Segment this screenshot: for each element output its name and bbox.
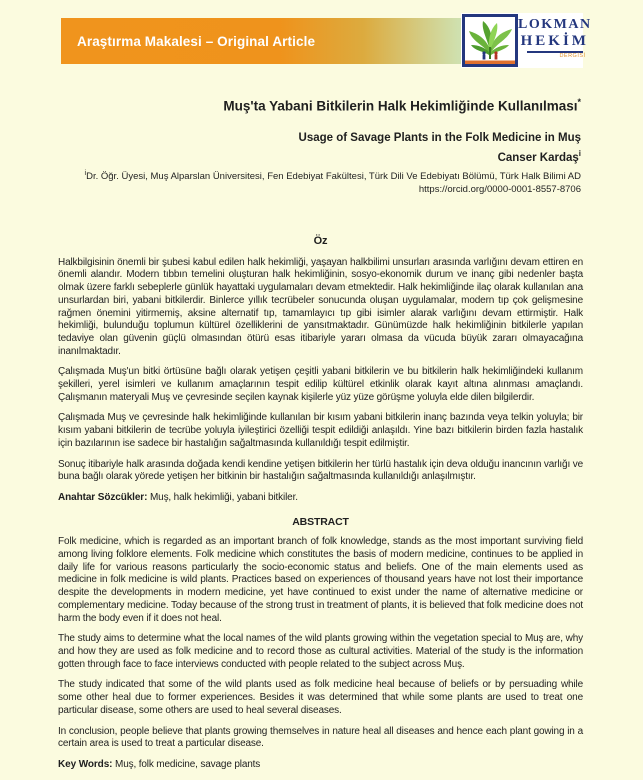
article-title-en: Usage of Savage Plants in the Folk Medicine in Muş [298,131,581,144]
abstract-paragraph: In conclusion, people believe that plants growing themselves in nature heal all diseases and hence each plant gowing in a certain area is used to treat a particular disease. [58,725,583,750]
article-type-label: Araştırma Makalesi – Original Article [77,33,316,49]
journal-name-sub: DERGİSİ [559,53,586,59]
affiliation-footnote-marker: i [84,169,87,177]
abstract-paragraph: The study aims to determine what the local names of the wild plants growing within the vegetation special to Muş are, why and how they are used as folk medicine and to record those as cultural activities. Material of the study is the information gotten through face to face interviews conducted with people related to the subject across Muş. [58,633,583,670]
article-title-tr: Muş'ta Yabani Bitkilerin Halk Hekimliğinde Kullanılması* [223,97,581,114]
journal-name-line1: LOKMAN [518,17,592,32]
oz-heading: Öz [313,235,328,247]
abstract-heading: ABSTRACT [292,515,349,528]
article-body [58,235,583,780]
author-affiliation: $^i$Dr. Öğr. Üyesi, Muş Alparslan Üniversitesi, Fen Edebiyat Fakültesi, Türk Dili Ve Edebiyatı Bölümü, Türk Halk Bilimi AD [84,169,581,182]
oz-keywords: Anahtar Sözcükler: Muş, halk hekimliği, yabani bitkiler. [58,491,298,503]
oz-paragraph: Sonuç itibariyle halk arasında doğada kendi kendine yetişen bitkilerin her türlü hastalık için deva olduğu inancının varlığı ve buna bağlı olarak yörede yetişen her bitkinin bir hastalığın sağaltmasında kullanıldığı anlaşılmıştır. [58,458,583,483]
author-footnote-marker: i [578,148,581,158]
journal-name [518,13,592,60]
plant-illustration [465,17,515,64]
abstract-paragraph: The study indicated that some of the wild plants used as folk medicine heal because of beliefs or by persuading while some other heal due to former experiences. Besides it was determined that while some plants are used to treat one particular disease, some others are used to heal several diseases. [58,679,583,716]
journal-logo [461,13,592,68]
oz-paragraph: Çalışmada Muş'un bitki örtüsüne bağlı olarak yetişen çeşitli yabani bitkilerin ve bu bitkilerin halk hekimliğindeki kullanım şekilleri, yerel isimleri ve kullanım amaçlarının tespit edilip kültürel etkinlik olarak kayıt altına alınması amaçlandı. Çalışmanın materyali Muş ve çevresinde seçilen kaynak kişilerle yüz yüze görüşme yoluyla elde dilen bilgilerdir. [58,366,583,403]
orcid-link[interactable]: https://orcid.org/0000-0001-8557-8706 [418,183,581,195]
title-footnote-marker: * [577,97,581,107]
abstract-keywords: Key Words: Muş, folk medicine, savage plants [58,758,261,770]
oz-paragraph: Çalışmada Muş ve çevresinde halk hekimliğinde kullanılan bir kısım yabani bitkilerin inanç bazında veya telkin yoluyla; bir kısım yabani bitkilerin de tecrübe yoluyla iyileştirici özelliği tespit edildiği anlaşıldı. Yine bazı bitkilerin birden fazla hastalık için bazılarının ise sadece bir hastalığın sağaltmasında kullanıldığı tespit edilmiştir. [58,412,583,449]
plant-logo-icon [462,14,518,67]
abstract-paragraph: Folk medicine, which is regarded as an important branch of folk knowledge, stands as the most important surviving field among living folklore elements. Folk medicine which constitutes the basis of modern medicine, continues to be applied in daily life for various reasons particularly the socio-economic status and beliefs. One of the main elements used as medicine in folk medicine is wild plants. Practices based on experiences of thousand years have not lost their importance despite the developments in modern medicine, yet have continued to exist under the name of alternative medicine or complementary medicine. Today because of the strong trust in treatment of plants, it is believed that folk medicine does not harm the body even if it does not heal. [58,536,583,624]
article-header [62,97,581,195]
oz-paragraph: Halkbilgisinin önemli bir şubesi kabul edilen halk hekimliği, yaşayan halkbilimi unsurları arasında varlığını devam ettiren en önemli alandır. Modern tıbbın temelini oluşturan halk hekimliğinin, sosyo-ekonomik durum ve inanç gibi nedenler başta olmak üzere farklı sebeplerle günlük hayattaki uygulamaları devam etmektedir. Halk hekimliğinde ilaç olarak kullanılan ana unsurlardan biri, yabani bitkilerdir. Binlerce yıllık tecrübeler sonucunda oluşan uygulamalar, modern tıp çok gelişmesine rağmen önemini yitirmemiş, aksine alternatif tıp, tamamlayıcı tıp gibi isimler alarak varlığını devam ettirmiştir. Halk hekimliği, bulunduğu toplumun kültürel özelliklerini de yansıtmaktadır. Günümüzde halk hekimliğinin bitkilerle yapılan tedaviye olan güvenin güçlü olmasından ötürü esas itibariyle yararı olmasa da vücuda büyük zararı olmayacağına inanılmaktadır. [58,256,583,357]
oz-keywords-label: Anahtar Sözcükler: [58,491,148,503]
journal-name-line2: HEKİM [520,33,589,49]
abstract-keywords-label: Key Words: [58,758,113,770]
author-name: Canser Kardaş$^i$ [497,148,581,164]
